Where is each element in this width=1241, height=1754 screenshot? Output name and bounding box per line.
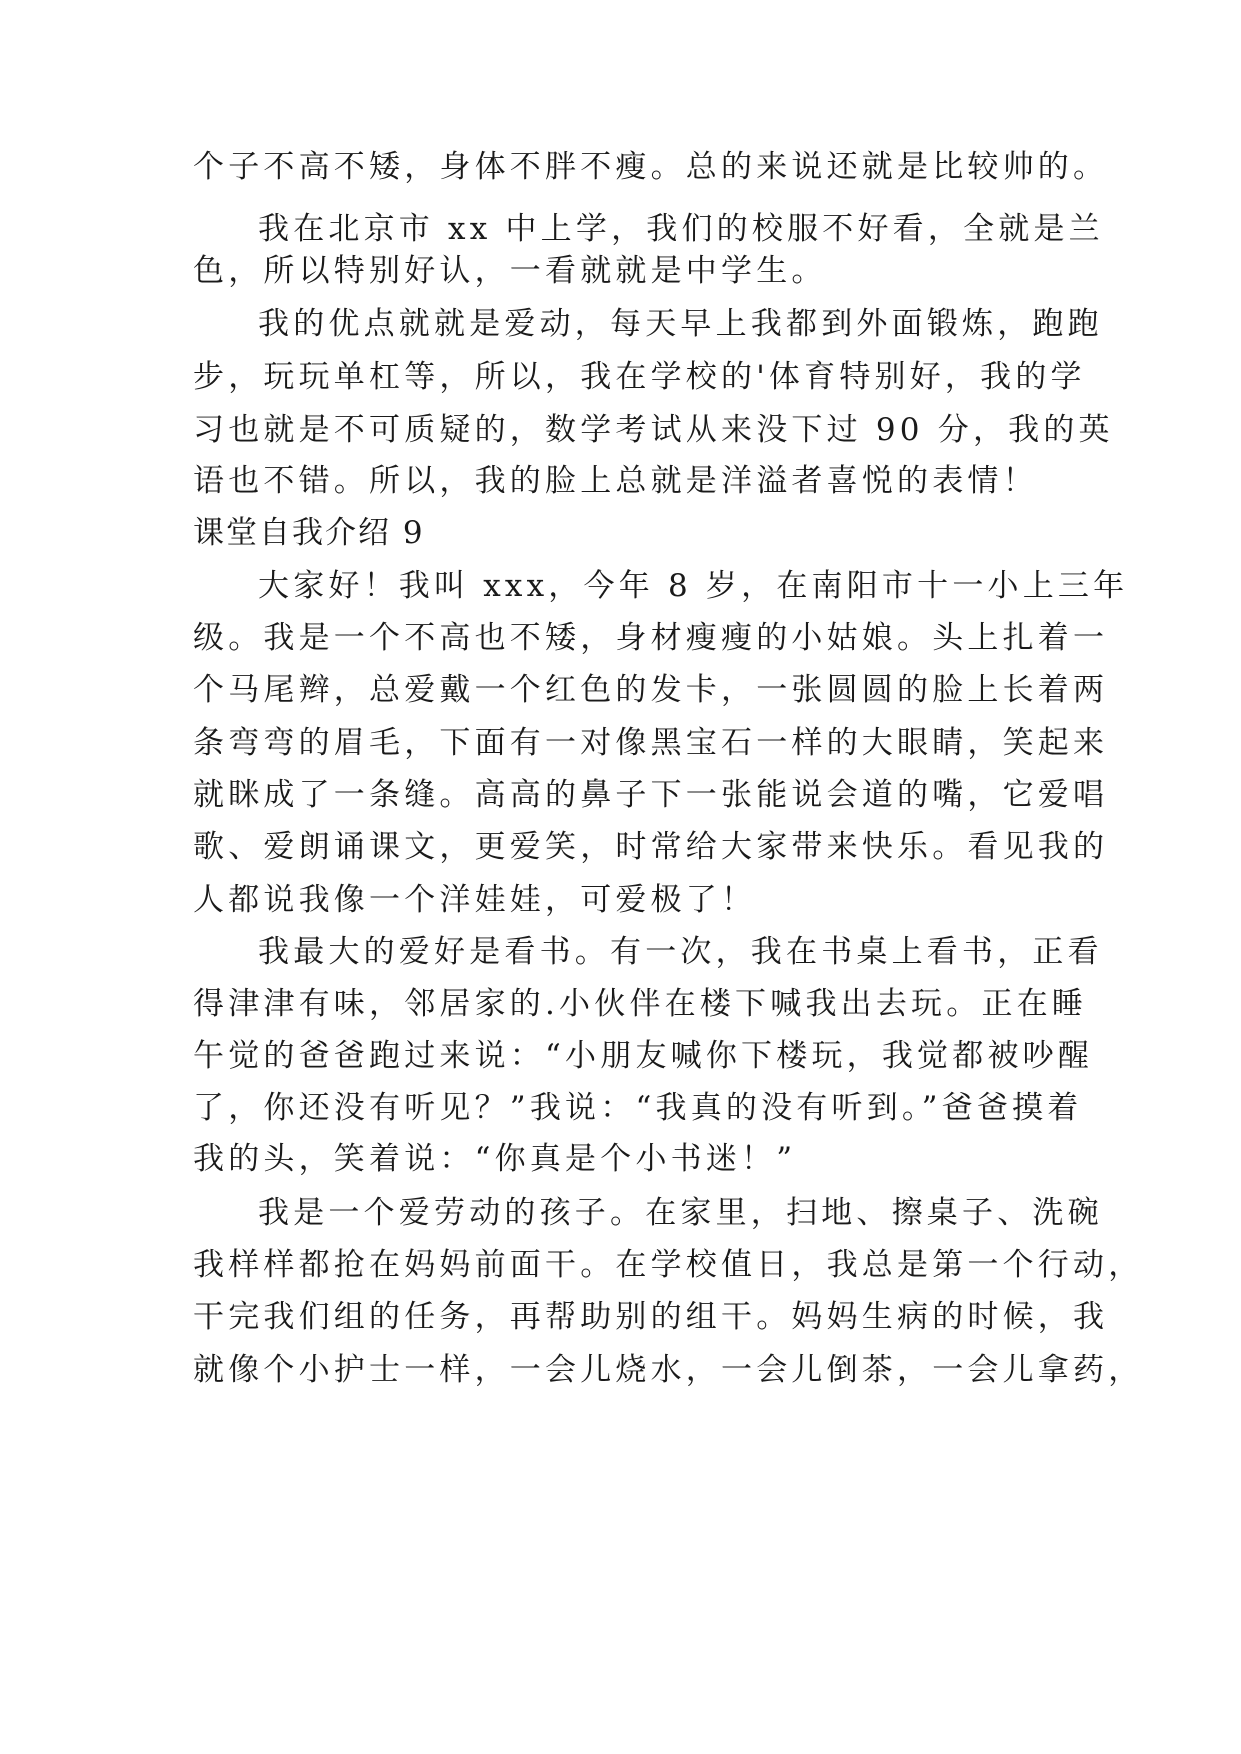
text-line: 了，你还没有听见？”我说：“我真的没有听到。”爸爸摸着 (193, 1090, 1083, 1126)
text-line: 干完我们组的任务，再帮助别的组干。妈妈生病的时候，我 (193, 1299, 1109, 1335)
paragraph-start-line: 我在北京市 xx 中上学，我们的校服不好看，全就是兰 (258, 211, 1104, 247)
text-line: 级。我是一个不高也不矮，身材瘦瘦的小姑娘。头上扎着一 (193, 620, 1109, 656)
text-line: 得津津有味，邻居家的.小伙伴在楼下喊我出去玩。正在睡 (193, 986, 1088, 1022)
text-line: 步，玩玩单杠等，所以，我在学校的'体育特别好，我的学 (193, 359, 1086, 395)
text-line: 就像个小护士一样，一会儿烧水，一会儿倒茶，一会儿拿药， (193, 1352, 1144, 1388)
text-line: 歌、爱朗诵课文，更爱笑，时常给大家带来快乐。看见我的 (193, 829, 1109, 865)
text-line: 习也就是不可质疑的，数学考试从来没下过 90 分，我的英 (193, 412, 1114, 448)
text-line: 就眯成了一条缝。高高的鼻子下一张能说会道的嘴，它爱唱 (193, 777, 1109, 813)
paragraph-start-line: 大家好！我叫 xxx，今年 8 岁，在南阳市十一小上三年 (258, 568, 1129, 604)
text-line: 午觉的爸爸跑过来说：“小朋友喊你下楼玩，我觉都被吵醒 (193, 1038, 1094, 1074)
text-line: 条弯弯的眉毛，下面有一对像黑宝石一样的大眼睛，笑起来 (193, 725, 1109, 761)
text-line: 我样样都抢在妈妈前面干。在学校值日，我总是第一个行动， (193, 1247, 1144, 1283)
text-line: 个子不高不矮，身体不胖不瘦。总的来说还就是比较帅的。 (193, 149, 1109, 185)
text-line: 色，所以特别好认，一看就就是中学生。 (193, 253, 827, 289)
text-line: 语也不错。所以，我的脸上总就是洋溢者喜悦的表情！ (193, 463, 1038, 499)
section-heading: 课堂自我介绍 9 (193, 515, 425, 551)
text-line: 我的头，笑着说：“你真是个小书迷！” (193, 1141, 797, 1177)
paragraph-start-line: 我是一个爱劳动的孩子。在家里，扫地、擦桌子、洗碗 (258, 1195, 1103, 1231)
paragraph-start-line: 我的优点就就是爱动，每天早上我都到外面锻炼，跑跑 (258, 306, 1103, 342)
paragraph-start-line: 我最大的爱好是看书。有一次，我在书桌上看书，正看 (258, 934, 1103, 970)
text-line: 人都说我像一个洋娃娃，可爱极了！ (193, 882, 757, 918)
text-line: 个马尾辫，总爱戴一个红色的发卡，一张圆圆的脸上长着两 (193, 672, 1109, 708)
